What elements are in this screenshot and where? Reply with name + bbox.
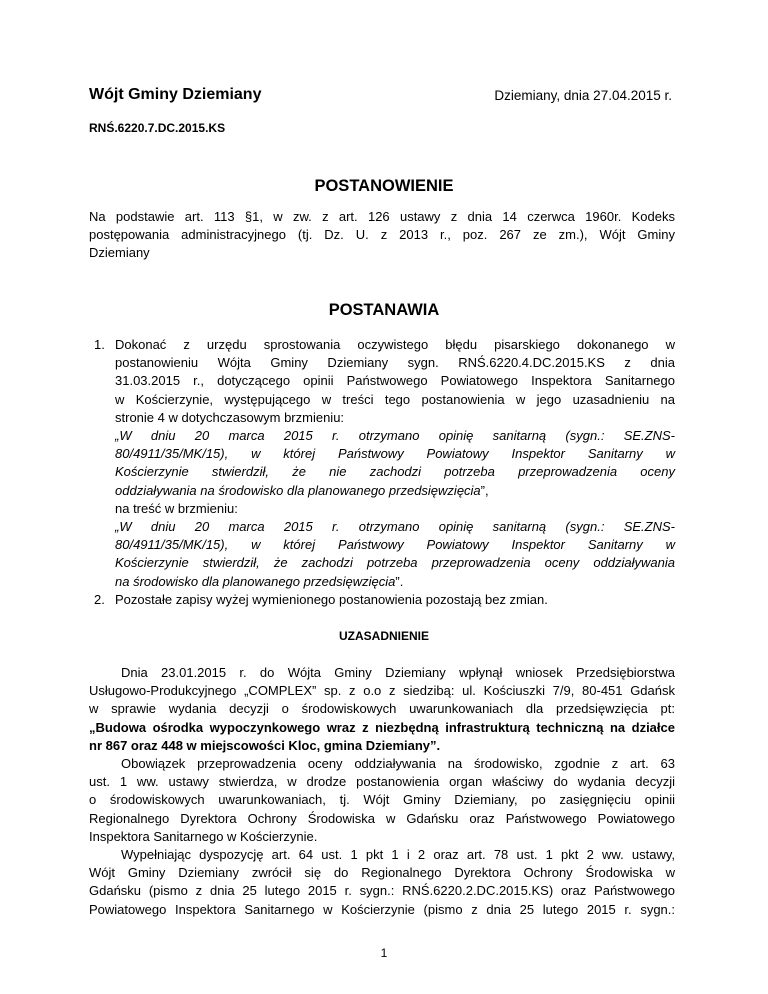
quote-line: Kościerzynie stwierdził, że nie zachodzi potrzeba przeprowadzenia oceny [115,464,675,480]
text-line: Usługowo-Produkcyjnego „COMPLEX” sp. z o.o z siedzibą: ul. Kościuszki 7/9, 80-451 Gdańsk [89,683,675,699]
text-line: na treść w brzmieniu: [115,500,238,516]
point-number: 2. [94,591,105,607]
text-line: Na podstawie art. 113 §1, w zw. z art. 126 ustawy z dnia 14 czerwca 1960r. Kodeks [89,209,675,224]
text-line: Powiatowego Inspektora Sanitarnego w Kościerzynie (pismo z dnia 25 lutego 2015 r. sygn.: [89,901,675,917]
case-reference: RNŚ.6220.7.DC.2015.KS [89,121,226,135]
justification-paragraph-2 [89,755,675,846]
justification-paragraph-3 [89,846,675,919]
text-line: Wypełniając dyspozycję art. 64 ust. 1 pkt 1 i 2 oraz art. 78 ust. 1 pkt 2 ww. ustawy, [121,847,675,862]
quote-line: 80/4911/35/MK/15), w której Państwowy Powiatowy Inspektor Sanitarny w [115,537,675,553]
text-line: postanowieniu Wójta Gminy Dziemiany sygn. RNŚ.6220.4.DC.2015.KS z dnia [115,355,675,371]
text-line: w sprawie wydania decyzji o środowiskowych uwarunkowaniach dla przedsięwzięcia pt: [89,701,675,717]
quote-line-last [115,573,675,591]
text-line: o środowiskowych uwarunkowaniach, tj. Wójt Gminy Dziemiany, po zasięgnięciu opinii [89,792,675,808]
text-line: stronie 4 w dotychczasowym brzmieniu: [115,409,345,425]
text-line: Wójt Gminy Dziemiany zwrócił się do Regionalnego Dyrektora Ochrony Środowiska w [89,865,675,881]
point-number: 1. [94,337,105,352]
text-line: Inspektora Sanitarnego w Kościerzynie. [89,828,318,844]
quote-text: na środowisko dla planowanego przedsięwzięcia [115,573,396,589]
quote-line-last [115,482,675,500]
place-and-date: Dziemiany, dnia 27.04.2015 r. [494,88,672,103]
text-line: 31.03.2015 r., dotyczącego opinii Państwowego Powiatowego Inspektora Sanitarnego [115,373,675,389]
project-title-line: nr 867 oraz 448 w miejscowości Kloc, gmina Dziemiany”. [89,737,441,753]
text-line: Pozostałe zapisy wyżej wymienionego postanowienia pozostają bez zmian. [115,591,548,607]
quote-closing: ”. [395,573,404,589]
text-line: Dokonać z urzędu sprostowania oczywistego błędu pisarskiego dokonanego w [115,337,675,352]
quote-line: 80/4911/35/MK/15), w której Państwowy Powiatowy Inspektor Sanitarny w [115,446,675,462]
text-line: Gdańsku (pismo z dnia 25 lutego 2015 r. sygn.: RNŚ.6220.2.DC.2015.KS) oraz Państwowego [89,883,675,899]
decision-point-2 [94,591,675,609]
justification-paragraph-1 [89,664,675,755]
text-line: Dziemiany [89,245,150,261]
legal-basis-paragraph [89,208,675,263]
page-number: 1 [380,946,388,960]
project-title-line: „Budowa ośrodka wypoczynkowego wraz z niezbędną infrastrukturą techniczną na działce [89,719,675,735]
text-line: Dnia 23.01.2015 r. do Wójta Gminy Dziemiany wpłynął wniosek Przedsiębiorstwa [121,665,675,680]
decision-heading: POSTANAWIA [328,301,440,319]
decision-point-1 [94,336,675,591]
quote-line: „W dniu 20 marca 2015 r. otrzymano opinię sanitarną (sygn.: SE.ZNS- [115,428,675,444]
decision-points [89,336,675,609]
quote-closing: ”, [480,482,489,498]
text-line: postępowania administracyjnego (tj. Dz. U. z 2013 r., poz. 267 ze zm.), Wójt Gminy [89,227,675,243]
issuing-authority: Wójt Gminy Dziemiany [89,86,262,103]
quote-line: „W dniu 20 marca 2015 r. otrzymano opinię sanitarną (sygn.: SE.ZNS- [115,519,675,535]
justification-heading: UZASADNIENIE [338,629,429,643]
text-line: Regionalnego Dyrektora Ochrony Środowiska w Gdańsku oraz Państwowego Powiatowego [89,810,675,826]
text-line: ust. 1 ww. ustawy stwierdza, w drodze postanowienia organ właściwy do wydania decyzji [89,774,675,790]
quote-line: Kościerzynie stwierdził, że zachodzi potrzeba przeprowadzenia oceny oddziaływania [115,555,675,571]
text-line: w Kościerzynie, występującego w treści tego postanowienia w jego uzasadnieniu na [115,391,675,407]
text-line: Obowiązek przeprowadzenia oceny oddziaływania na środowisko, zgodnie z art. 63 [121,756,675,771]
quote-text: oddziaływania na środowisko dla planowanego przedsięwzięcia [115,482,481,498]
document-title: POSTANOWIENIE [314,177,454,195]
